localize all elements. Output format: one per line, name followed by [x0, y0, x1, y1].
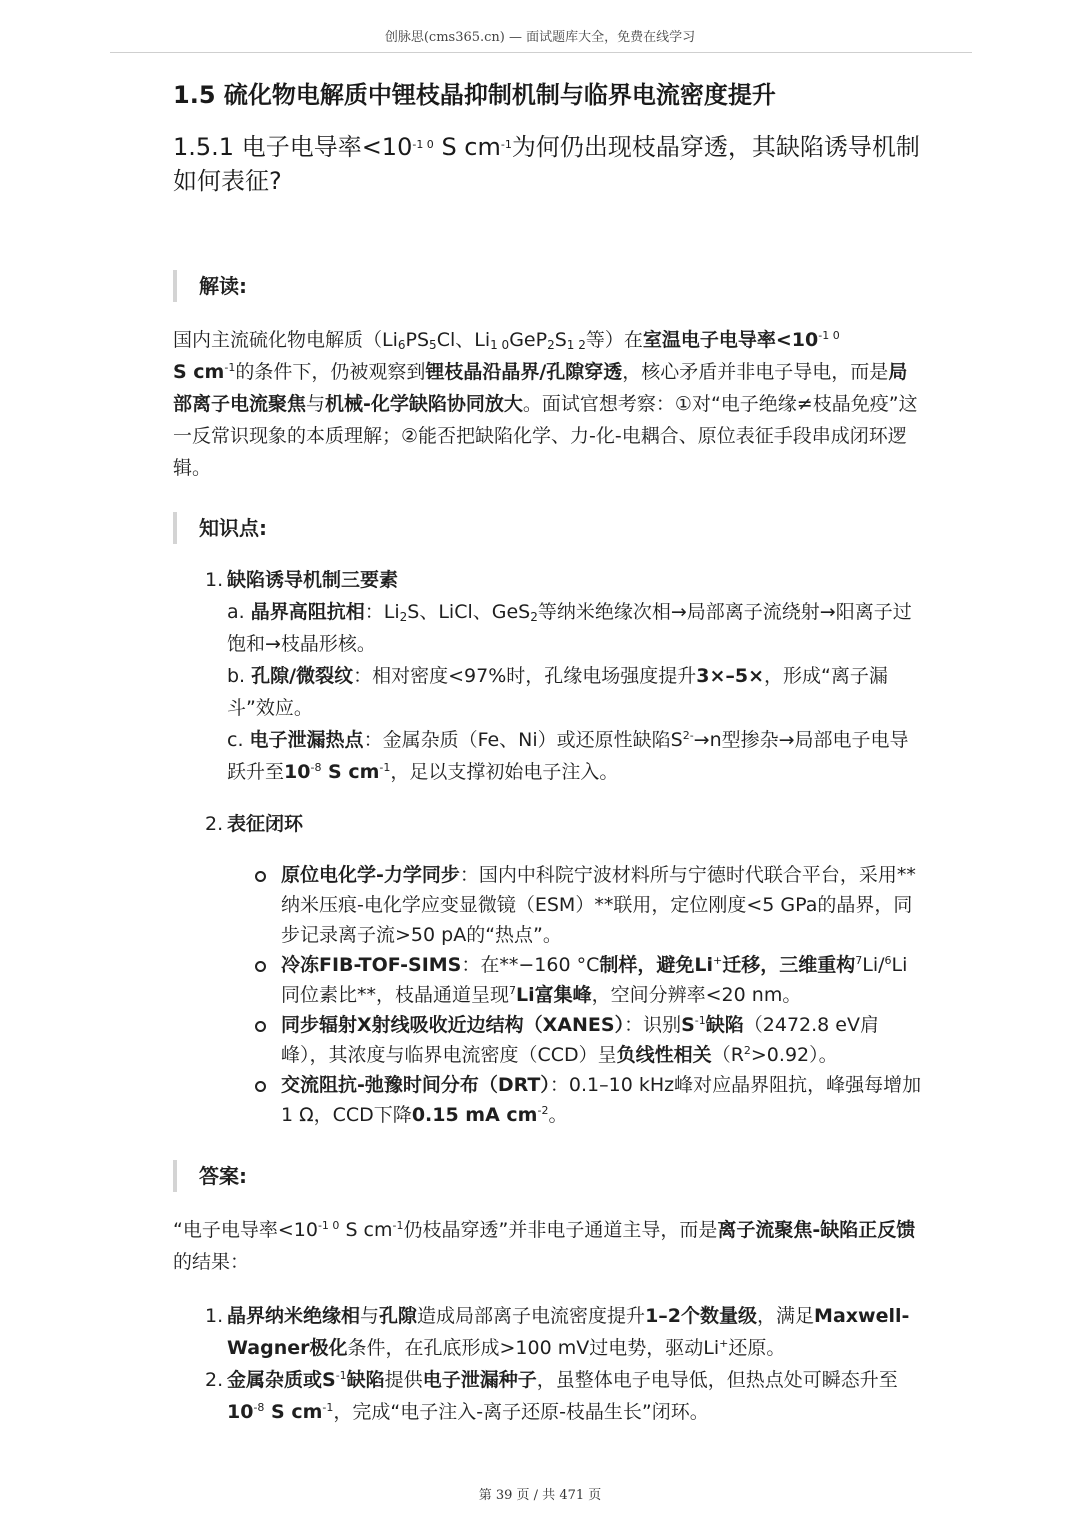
sub-item-c [227, 724, 923, 788]
knowledge-heading: 知识点: [173, 512, 923, 544]
item-number: 2. [205, 813, 224, 835]
interp-s3: 1 0 [490, 338, 510, 352]
b3-t1: ：识别 [624, 1014, 682, 1036]
question-title [173, 130, 923, 198]
ans-intro-sup2: -1 [392, 1219, 404, 1232]
interp-b1b: S cm [173, 361, 225, 383]
sub-c-t3: ，足以支撑初始电子注入。 [390, 761, 619, 783]
interp-s4: 2 [547, 338, 555, 352]
document-body [173, 78, 923, 1428]
b2-sup2: 7 [855, 954, 863, 967]
answer-list [173, 1300, 923, 1428]
interp-t5: S [554, 329, 567, 351]
answer-intro [173, 1214, 923, 1278]
b2-bold3: 迁移，三维重构 [722, 954, 856, 976]
a1-t4: 条件，在孔底形成>100 mV过电势，驱动Li [347, 1337, 720, 1359]
page-header: 创脉思(cms365.cn) — 面试题库大全，免费在线学习 [384, 30, 696, 45]
a1-t1: 与 [360, 1305, 380, 1327]
a1-t5: 还原。 [728, 1337, 786, 1359]
sub-a-t3: 等纳米绝缘次相→局部离子流绕射→阳离子过饱和→枝晶形核。 [227, 601, 912, 655]
mechanism-subitems [173, 596, 923, 788]
b2-bold2: 制样，避免Li [599, 954, 713, 976]
sub-a-t2: S、LiCl、GeS [407, 601, 531, 623]
bullet-text: ：国内中科院宁波材料所与宁德时代联合平台，采用**纳米压痕-电化学应变显微镜（ESM）**联用，定位刚度<5 GPa的晶界，同步记录离子流>50 pA的“热点”。 [281, 864, 916, 946]
bullet-item [255, 1070, 923, 1130]
question-exp1: -1 0 [412, 138, 434, 151]
a2-sup2: -8 [253, 1401, 265, 1414]
interp-t8: ，核心矛盾并非电子导电，而是 [622, 361, 889, 383]
b2-sup4: 7 [509, 984, 517, 997]
question-prefix: 1.5.1 电子电导率<10 [173, 133, 413, 161]
sub-c-bold2: 10 [284, 761, 311, 783]
section-title: 1.5 硫化物电解质中锂枝晶抑制机制与临界电流密度提升 [173, 81, 776, 109]
interp-t6: 等）在 [585, 329, 643, 351]
b2-bold4: Li富集峰 [516, 984, 592, 1006]
bullet-bold: 冷冻FIB-TOF-SIMS [281, 954, 462, 976]
sub-c-t2: →n型掺杂→局部电子电导跃升至 [227, 729, 909, 783]
interp-b4: 机械-化学缺陷协同放大 [325, 393, 523, 415]
header-divider [110, 52, 972, 53]
interp-s5: 1 2 [566, 338, 586, 352]
bullet-item [255, 1010, 923, 1070]
a2-t2: ，虽整体电子电导低，但热点处可瞬态升至 [536, 1369, 898, 1391]
bullet-bold: 同步辐射X射线吸收近边结构（XANES） [281, 1014, 625, 1036]
interp-b1: 室温电子电导率<10 [642, 329, 819, 351]
characterization-bullets [173, 860, 923, 1130]
b2-t2: Li/ [862, 954, 885, 976]
question-suffix: 为何仍出现枝晶穿透，其缺陷诱导机制如何表征? [173, 133, 920, 195]
b3-sup2: 2 [743, 1044, 751, 1057]
a2-t1: 提供 [384, 1369, 423, 1391]
bullet-bold: 交流阻抗-弛豫时间分布（DRT） [281, 1074, 550, 1096]
sub-b-t2: ，形成“离子漏斗”效应。 [227, 665, 888, 719]
a2-sup3: -1 [322, 1401, 334, 1414]
interp-b1bsup: -1 [224, 361, 236, 374]
sub-bold: 电子泄漏热点 [249, 729, 364, 751]
sub-c-sup2: -8 [310, 761, 322, 774]
interp-s2: 5 [429, 338, 437, 352]
interp-t3: Cl、Li [436, 329, 491, 351]
interp-b1sup: -1 0 [818, 329, 840, 342]
list-item [205, 1300, 923, 1364]
sub-c-sup1: 2- [682, 729, 694, 742]
item-number: 2. [205, 1369, 224, 1391]
ans-intro-t4: 的结果： [173, 1251, 250, 1273]
sub-item-b [227, 660, 923, 724]
b3-t2: （2472.8 eV肩峰），其浓度与临界电流密度（CCD）呈 [281, 1014, 879, 1066]
a2-bold3: 10 [227, 1401, 254, 1423]
b3-sup1: -1 [694, 1014, 706, 1027]
interp-b2: 锂枝晶沿晶界/孔隙穿透 [425, 361, 623, 383]
sub-c-bold3: S cm [321, 761, 380, 783]
ans-intro-t1: “电子电导率<10 [173, 1219, 318, 1241]
list-item [205, 808, 923, 840]
ans-intro-t3: 仍枝晶穿透”并非电子通道主导，而是 [403, 1219, 718, 1241]
interp-t1: 国内主流硫化物电解质（Li [173, 329, 398, 351]
sub-label: a. [227, 601, 245, 623]
interpretation-heading: 解读: [173, 270, 923, 302]
b3-bold2: S [681, 1014, 695, 1036]
a1-bold1: 晶界纳米绝缘相 [227, 1305, 361, 1327]
a2-bold1b: 缺陷 [346, 1369, 385, 1391]
b2-t4: ，空间分辨率<20 nm。 [591, 984, 802, 1006]
a2-bold2: 电子泄漏种子 [422, 1369, 537, 1391]
a2-sup1: -1 [335, 1369, 347, 1382]
interp-t2: PS [405, 329, 430, 351]
circle-bullet-icon [255, 1021, 266, 1032]
b4-sup1: -2 [537, 1104, 549, 1117]
b3-bold4: 负线性相关 [616, 1044, 712, 1066]
ans-intro-sup1: -1 0 [317, 1219, 340, 1232]
knowledge-list [173, 564, 923, 596]
b2-t1: ：在**−160 °C [461, 954, 600, 976]
b2-t3: Li同位素比**，枝晶通道呈现 [281, 954, 908, 1006]
interpretation-paragraph [173, 324, 923, 484]
item-number: 1. [205, 1305, 224, 1327]
item-title: 缺陷诱导机制三要素 [227, 569, 399, 591]
circle-bullet-icon [255, 1081, 266, 1092]
bullet-bold: 原位电化学-力学同步 [281, 864, 460, 886]
sub-b-t1: ：相对密度<97%时，孔缘电场强度提升 [353, 665, 697, 687]
a1-t2: 造成局部离子电流密度提升 [417, 1305, 646, 1327]
a2-t3: ，完成“电子注入-离子还原-枝晶生长”闭环。 [333, 1401, 709, 1423]
sub-c-sup3: -1 [379, 761, 391, 774]
sub-a-s2: 2 [530, 610, 538, 624]
b2-sup3: 6 [884, 954, 892, 967]
sub-bold: 晶界高阻抗相 [250, 601, 365, 623]
page-footer: 第 39 页 / 共 471 页 [478, 1488, 602, 1503]
a2-bold1: 金属杂质或S [227, 1369, 336, 1391]
circle-bullet-icon [255, 961, 266, 972]
b3-t3: （R [711, 1044, 744, 1066]
item-number: 1. [205, 569, 224, 591]
interp-s1: 6 [397, 338, 406, 352]
answer-item-text [227, 1364, 923, 1428]
ans-intro-t2: S cm [339, 1219, 393, 1241]
a1-bold3: 1–2个数量级 [645, 1305, 758, 1327]
list-item [205, 1364, 923, 1428]
b2-sup1: + [713, 954, 723, 967]
a1-sup1: + [719, 1337, 729, 1350]
sub-b-bold2: 3×–5× [696, 665, 765, 687]
b4-bold2: 0.15 mA cm [411, 1104, 538, 1126]
a1-bold4: Maxwell-Wagner极化 [227, 1305, 910, 1359]
b4-t1: ：0.1–10 kHz峰对应晶界阻抗，峰强每增加1 Ω，CCD下降 [281, 1074, 922, 1126]
sub-item-a [227, 596, 923, 660]
interp-t7: 的条件下，仍被观察到 [235, 361, 426, 383]
interp-t4: GeP [509, 329, 548, 351]
sub-label: c. [227, 729, 244, 751]
ans-intro-bold: 离子流聚焦-缺陷正反馈 [717, 1219, 916, 1241]
interp-t10: 。面试官想考察：①对“电子绝缘≠枝晶免疫”这一反常识现象的本质理解；②能否把缺陷化学、力-化-电耦合、原位表征手段串成闭环逻辑。 [173, 393, 918, 479]
sub-a-s1: 2 [399, 610, 408, 624]
knowledge-list-2 [173, 808, 923, 840]
sub-label: b. [227, 665, 246, 687]
bullet-item [255, 860, 923, 950]
item-title: 表征闭环 [227, 813, 304, 835]
answer-item-text [227, 1300, 923, 1364]
a1-bold2: 孔隙 [379, 1305, 418, 1327]
sub-a-t1: ：Li [364, 601, 400, 623]
a2-bold4: S cm [264, 1401, 323, 1423]
b3-bold3: 缺陷 [705, 1014, 744, 1036]
bullet-item [255, 950, 923, 1010]
circle-bullet-icon [255, 871, 266, 882]
list-item [205, 564, 923, 596]
interp-b3: 局部离子电流聚焦 [173, 361, 908, 415]
sub-c-t1: ：金属杂质（Fe、Ni）或还原性缺陷S [363, 729, 683, 751]
interp-t9: 与 [306, 393, 326, 415]
answer-heading: 答案: [173, 1160, 923, 1192]
b4-t2: 。 [548, 1104, 568, 1126]
question-exp2: -1 [500, 138, 512, 151]
b3-t4: >0.92）。 [750, 1044, 838, 1066]
question-mid: S cm [433, 133, 501, 161]
a1-t3: ，满足 [757, 1305, 815, 1327]
sub-bold: 孔隙/微裂纹 [251, 665, 354, 687]
